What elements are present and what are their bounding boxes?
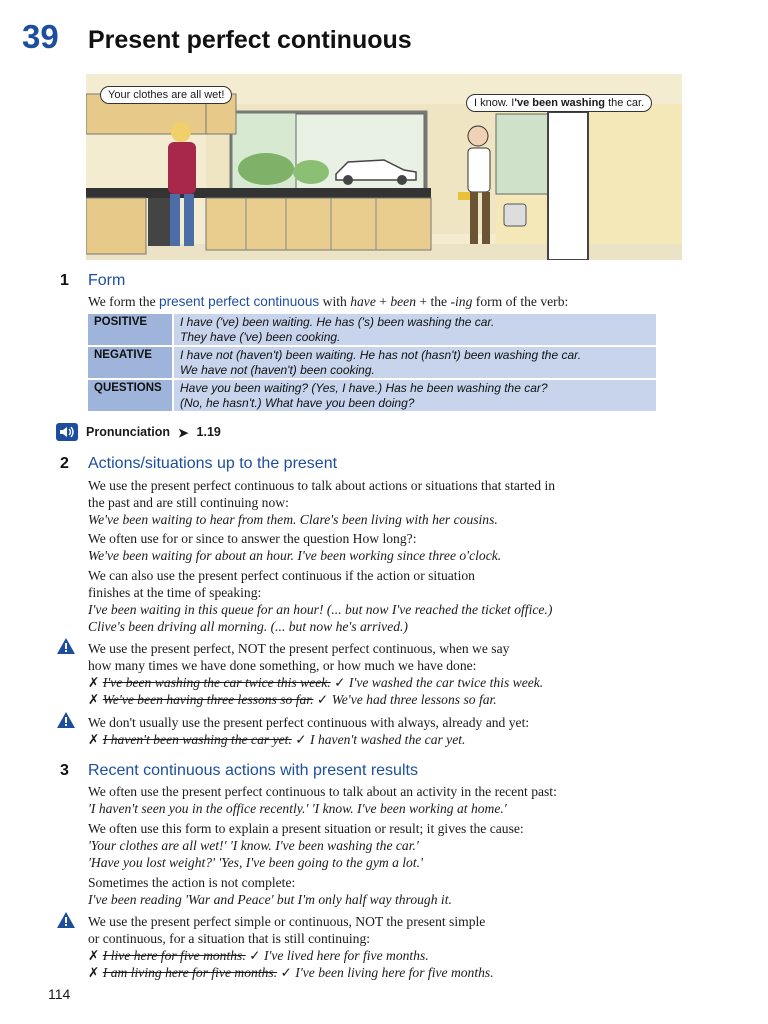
s3-warning-1a: We use the present perfect simple or continuous, NOT the present simple bbox=[88, 914, 486, 929]
s3-wrong-right-1: ✗ I live here for five months. ✓ I've lived here for five months. bbox=[88, 948, 429, 963]
s2-warning-1a: We use the present perfect, NOT the present perfect continuous, when we say bbox=[88, 641, 510, 656]
speech-bubble-left: Your clothes are all wet! bbox=[100, 86, 232, 104]
s3-example-4: I've been reading 'War and Peace' but I'm only half way through it. bbox=[88, 892, 452, 907]
s3-para-1: We often use the present perfect continuous to talk about an activity in the recent past: bbox=[88, 784, 557, 799]
kitchen-illustration bbox=[86, 74, 682, 260]
form-row-questions: QUESTIONS Have you been waiting? (Yes, I have.) Has he been washing the car? (No, he hasn't.) What have you been doing? bbox=[88, 380, 656, 411]
section-1-intro: We form the present perfect continuous with have + been + the -ing form of the verb: bbox=[88, 294, 569, 309]
s3-warning-1b: or continuous, for a situation that is still continuing: bbox=[88, 931, 371, 946]
form-row-negative: NEGATIVE I have not (haven't) been waiting. He has not (hasn't) been washing the car. We have not (haven't) been cooking. bbox=[88, 347, 656, 378]
s2-para-3a: We can also use the present perfect continuous if the action or situation bbox=[88, 568, 475, 583]
s2-example-4: Clive's been driving all morning. (... but now he's arrived.) bbox=[88, 619, 408, 634]
page-title: Present perfect continuous bbox=[88, 26, 412, 54]
s3-para-2: We often use this form to explain a present situation or result; it gives the cause: bbox=[88, 821, 524, 836]
s2-example-1: We've been waiting to hear from them. Clare's been living with her cousins. bbox=[88, 512, 498, 527]
s2-wrong-right-2: ✗ We've been having three lessons so far. ✓ We've had three lessons so far. bbox=[88, 692, 497, 707]
form-row-positive: POSITIVE I have ('ve) been waiting. He has ('s) been washing the car. They have ('ve) been cooking. bbox=[88, 314, 656, 345]
s2-example-2: We've been waiting for about an hour. I've been working since three o'clock. bbox=[88, 548, 502, 563]
s3-wrong-right-2: ✗ I am living here for five months. ✓ I've been living here for five months. bbox=[88, 965, 494, 980]
page-number: 114 bbox=[48, 986, 71, 1002]
s3-para-3: Sometimes the action is not complete: bbox=[88, 875, 296, 890]
warning-icon bbox=[56, 637, 76, 655]
unit-number: 39 bbox=[22, 18, 59, 55]
s3-example-2: 'Your clothes are all wet!' 'I know. I've been washing the car.' bbox=[88, 838, 419, 853]
s3-example-3: 'Have you lost weight?' 'Yes, I've been going to the gym a lot.' bbox=[88, 855, 423, 870]
form-table bbox=[88, 314, 656, 413]
s2-warning-2: We don't usually use the present perfect continuous with always, already and yet: bbox=[88, 715, 530, 730]
s2-wrong-right-3: ✗ I haven't been washing the car yet. ✓ I haven't washed the car yet. bbox=[88, 732, 466, 747]
speaker-icon bbox=[56, 423, 78, 441]
warning-icon bbox=[56, 711, 76, 729]
speech-bubble-right: I know. I've been washing the car. bbox=[466, 94, 652, 112]
s2-para-3b: finishes at the time of speaking: bbox=[88, 585, 262, 600]
pronunciation-link[interactable]: Pronunciation ➤ 1.19 bbox=[56, 423, 221, 441]
s2-para-1b: the past and are still continuing now: bbox=[88, 495, 289, 510]
s2-example-3: I've been waiting in this queue for an hour! (... but now I've reached the ticket office.) bbox=[88, 602, 553, 617]
warning-icon bbox=[56, 911, 76, 929]
s2-para-2: We often use for or since to answer the question How long?: bbox=[88, 531, 417, 546]
s2-para-1a: We use the present perfect continuous to talk about actions or situations that started in bbox=[88, 478, 556, 493]
s2-wrong-right-1: ✗ I've been washing the car twice this week. ✓ I've washed the car twice this week. bbox=[88, 675, 544, 690]
s3-example-1: 'I haven't seen you in the office recently.' 'I know. I've been working at home.' bbox=[88, 801, 507, 816]
s2-warning-1b: how many times we have done something, or how much we have done: bbox=[88, 658, 477, 673]
